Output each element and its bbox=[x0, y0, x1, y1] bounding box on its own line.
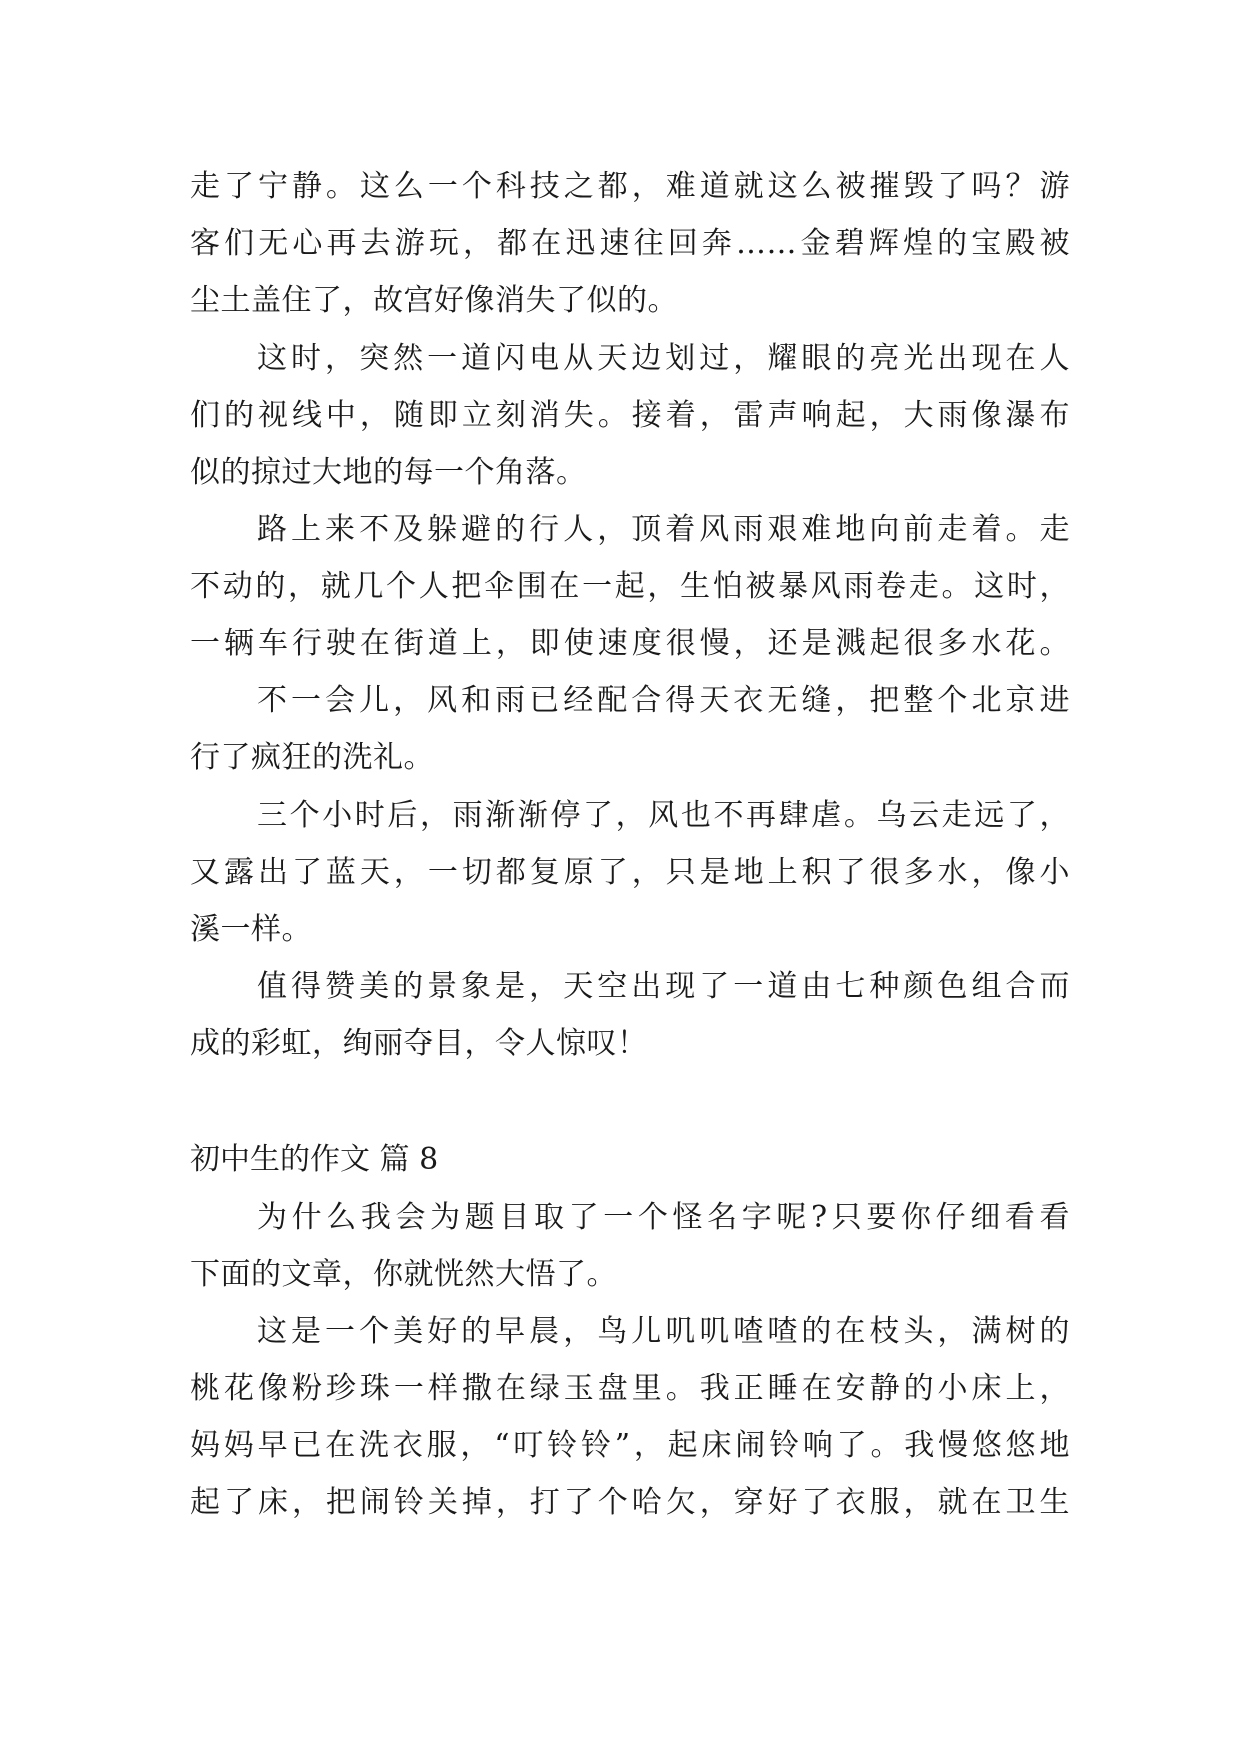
text-line: 妈妈早已在洗衣服，“叮铃铃”，起床闹铃响了。我慢悠悠地 bbox=[190, 1428, 1070, 1463]
text-line: 为什么我会为题目取了一个怪名字呢?只要你仔细看看 bbox=[257, 1200, 1070, 1235]
text-line: 值得赞美的景象是，天空出现了一道由七种颜色组合而 bbox=[257, 969, 1070, 1004]
text-line: 路上来不及躲避的行人，顶着风雨艰难地向前走着。走 bbox=[257, 512, 1070, 547]
text-line: 又露出了蓝天，一切都复原了，只是地上积了很多水，像小 bbox=[190, 855, 1070, 890]
text-line: 这是一个美好的早晨，鸟儿叽叽喳喳的在枝头，满树的 bbox=[257, 1314, 1070, 1349]
text-line: 似的掠过大地的每一个角落。 bbox=[190, 455, 587, 490]
text-line: 起了床，把闹铃关掉，打了个哈欠，穿好了衣服，就在卫生 bbox=[190, 1485, 1070, 1520]
text-line: 不一会儿，风和雨已经配合得天衣无缝，把整个北京进 bbox=[257, 683, 1070, 718]
text-line: 下面的文章，你就恍然大悟了。 bbox=[190, 1257, 617, 1292]
section-heading: 初中生的作文 篇 8 bbox=[190, 1142, 439, 1177]
text-line: 一辆车行驶在街道上，即使速度很慢，还是溅起很多水花。 bbox=[190, 626, 1070, 661]
text-line: 桃花像粉珍珠一样撒在绿玉盘里。我正睡在安静的小床上， bbox=[190, 1371, 1070, 1406]
text-line: 成的彩虹，绚丽夺目，令人惊叹！ bbox=[190, 1026, 648, 1061]
text-line: 不动的，就几个人把伞围在一起，生怕被暴风雨卷走。这时， bbox=[190, 569, 1070, 604]
text-line: 三个小时后，雨渐渐停了，风也不再肆虐。乌云走远了， bbox=[257, 798, 1070, 833]
text-line: 走了宁静。这么一个科技之都，难道就这么被摧毁了吗？游 bbox=[190, 169, 1070, 204]
text-line: 尘土盖住了，故宫好像消失了似的。 bbox=[190, 283, 678, 318]
text-line: 这时，突然一道闪电从天边划过，耀眼的亮光出现在人 bbox=[257, 341, 1070, 376]
text-line: 行了疯狂的洗礼。 bbox=[190, 740, 434, 775]
text-line: 客们无心再去游玩，都在迅速往回奔……金碧辉煌的宝殿被 bbox=[190, 226, 1070, 261]
text-line: 溪一样。 bbox=[190, 912, 312, 947]
text-line: 们的视线中，随即立刻消失。接着，雷声响起，大雨像瀑布 bbox=[190, 398, 1070, 433]
